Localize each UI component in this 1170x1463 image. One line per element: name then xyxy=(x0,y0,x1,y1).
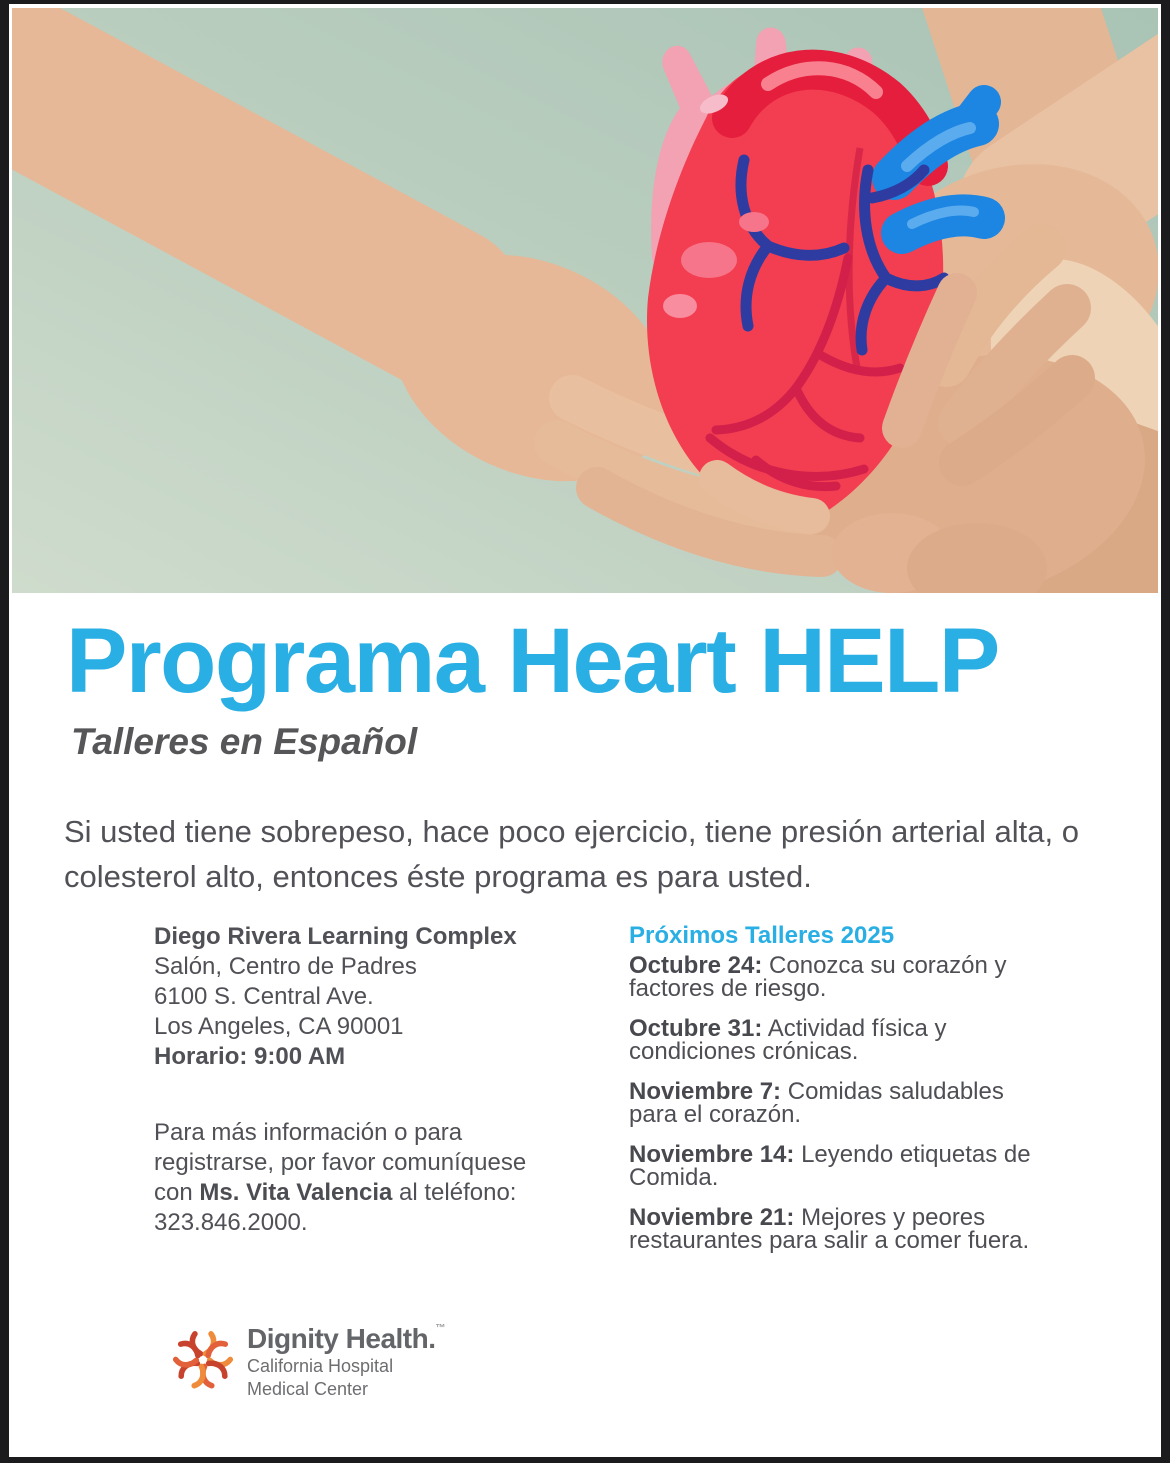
schedule-item xyxy=(629,1014,1041,1065)
page-subtitle: Talleres en Español xyxy=(71,720,418,762)
dignity-flower-icon xyxy=(172,1321,234,1395)
schedule-item xyxy=(629,951,1041,1002)
hands-holding-heart-illustration xyxy=(12,8,1158,593)
page-title: Programa Heart HELP xyxy=(66,610,999,712)
schedule-desc: Mejores y peores restaurantes para salir a comer fuera. xyxy=(629,1203,1030,1254)
highlight-spot xyxy=(739,212,769,232)
flyer-sheet xyxy=(9,4,1161,1457)
schedule-desc: Leyendo etiquetas de Comida. xyxy=(629,1140,1031,1191)
location-city: Los Angeles, CA 90001 xyxy=(154,1012,404,1040)
logo-brand-name xyxy=(247,1323,445,1355)
schedule-date: Octubre 24: xyxy=(629,951,763,979)
contact-block xyxy=(154,1118,554,1238)
highlight-spot xyxy=(663,294,697,318)
hero-photo xyxy=(12,8,1158,593)
contact-phone: 323.846.2000. xyxy=(154,1208,308,1236)
highlight-spot xyxy=(681,242,737,278)
location-street: 6100 S. Central Ave. xyxy=(154,982,374,1010)
content-columns xyxy=(9,922,1161,1269)
logo-org-line2: Medical Center xyxy=(247,1378,369,1399)
schedule-desc: Actividad física y condiciones crónicas. xyxy=(629,1014,947,1065)
schedule-desc: Conozca su corazón y factores de riesgo. xyxy=(629,951,1007,1002)
schedule-column xyxy=(629,922,1041,1269)
schedule-item xyxy=(629,1077,1041,1128)
contact-intro: Para más información o para registrarse, por favor comuníquese con xyxy=(154,1118,527,1206)
schedule-item xyxy=(629,1140,1041,1191)
schedule-desc: Comidas saludables para el corazón. xyxy=(629,1077,1004,1128)
logo-text-block xyxy=(247,1321,445,1401)
dignity-health-logo xyxy=(172,1321,1161,1401)
logo-brand-text: Dignity Health. xyxy=(247,1322,436,1354)
schedule-date: Noviembre 21: xyxy=(629,1203,795,1231)
schedule-heading: Próximos Talleres 2025 xyxy=(629,921,895,949)
schedule-date: Noviembre 7: xyxy=(629,1077,782,1105)
trademark-symbol: ™ xyxy=(435,1322,446,1334)
schedule-date: Noviembre 14: xyxy=(629,1140,795,1168)
location-name: Diego Rivera Learning Complex xyxy=(154,922,517,950)
schedule-item xyxy=(629,1203,1041,1254)
location-time: Horario: 9:00 AM xyxy=(154,1042,346,1070)
schedule-date: Octubre 31: xyxy=(629,1014,763,1042)
contact-suffix: al teléfono: xyxy=(392,1178,517,1206)
location-block xyxy=(154,922,554,1072)
contact-name: Ms. Vita Valencia xyxy=(199,1178,393,1206)
location-room: Salón, Centro de Padres xyxy=(154,952,417,980)
logo-org-line1: California Hospital xyxy=(247,1355,394,1376)
intro-paragraph: Si usted tiene sobrepeso, hace poco ejercicio, tiene presión arterial alta, o colesterol alto, entonces éste programa es para usted. xyxy=(64,813,1079,895)
location-contact-column xyxy=(154,922,554,1269)
